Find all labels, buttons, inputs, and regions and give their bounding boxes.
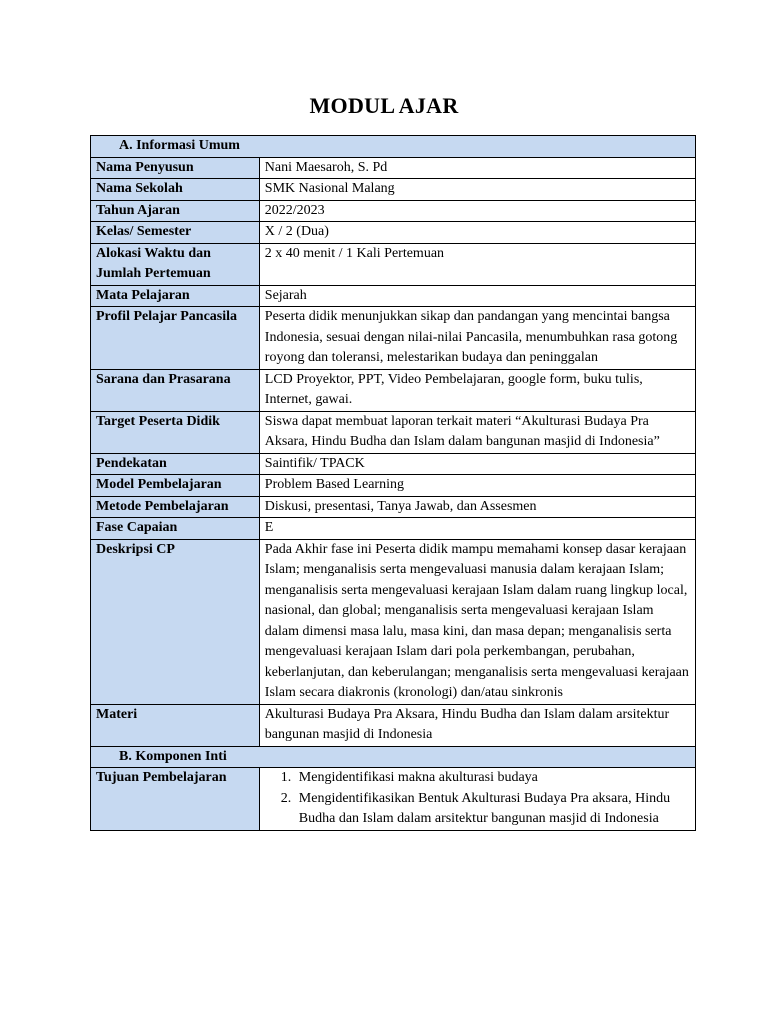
table-row-nama-penyusun: [91, 157, 696, 179]
table-row-tujuan-pembelajaran: [91, 768, 696, 831]
section-header-informasi-umum: [91, 136, 696, 158]
row-label: Model Pembelajaran: [91, 475, 260, 497]
section-a-label: A. Informasi Umum: [91, 136, 696, 158]
document-title: MODUL AJAR: [309, 93, 459, 118]
section-b-label: B. Komponen Inti: [91, 746, 696, 768]
table-row-target-peserta-didik: [91, 411, 696, 453]
row-label: Metode Pembelajaran: [91, 496, 260, 518]
row-value: Nani Maesaroh, S. Pd: [259, 157, 695, 179]
table-row-kelas-semester: [91, 222, 696, 244]
row-label: Tahun Ajaran: [91, 200, 260, 222]
row-value: 2022/2023: [259, 200, 695, 222]
row-value: Problem Based Learning: [259, 475, 695, 497]
row-value: [259, 768, 695, 831]
row-label: Fase Capaian: [91, 518, 260, 540]
table-row-materi: [91, 704, 696, 746]
modul-table: [90, 135, 696, 831]
row-label: Nama Sekolah: [91, 179, 260, 201]
row-value: Diskusi, presentasi, Tanya Jawab, dan Assesmen: [259, 496, 695, 518]
row-label: Sarana dan Prasarana: [91, 369, 260, 411]
row-value: Sejarah: [259, 285, 695, 307]
list-item: 2. Mengidentifikasikan Bentuk Akulturasi Budaya Pra aksara, Hindu Budha dan Islam dalam arsitektur bangunan masjid di Indonesia: [295, 789, 690, 830]
table-row-model-pembelajaran: [91, 475, 696, 497]
table-row-sarana-prasarana: [91, 369, 696, 411]
row-label: Target Peserta Didik: [91, 411, 260, 453]
row-value: Saintifik/ TPACK: [259, 453, 695, 475]
row-label: Pendekatan: [91, 453, 260, 475]
row-value: LCD Proyektor, PPT, Video Pembelajaran, google form, buku tulis, Internet, gawai.: [259, 369, 695, 411]
row-value: E: [259, 518, 695, 540]
row-value: Siswa dapat membuat laporan terkait materi “Akulturasi Budaya Pra Aksara, Hindu Budha dan Islam dalam bangunan masjid di Indonesia”: [259, 411, 695, 453]
table-row-mata-pelajaran: [91, 285, 696, 307]
row-value: Peserta didik menunjukkan sikap dan pandangan yang mencintai bangsa Indonesia, sesuai dengan nilai-nilai Pancasila, menumbuhkan rasa gotong royong dan toleransi, melestarikan budaya dan peninggalan: [259, 307, 695, 370]
row-value: X / 2 (Dua): [259, 222, 695, 244]
table-row-pendekatan: [91, 453, 696, 475]
row-value: SMK Nasional Malang: [259, 179, 695, 201]
row-label: Alokasi Waktu dan Jumlah Pertemuan: [91, 243, 260, 285]
row-label: Nama Penyusun: [91, 157, 260, 179]
table-row-deskripsi-cp: [91, 539, 696, 704]
row-label: Kelas/ Semester: [91, 222, 260, 244]
tujuan-list: [265, 768, 690, 830]
row-label: Profil Pelajar Pancasila: [91, 307, 260, 370]
row-value: 2 x 40 menit / 1 Kali Pertemuan: [259, 243, 695, 285]
table-row-alokasi-waktu: [91, 243, 696, 285]
row-label: Materi: [91, 704, 260, 746]
table-row-nama-sekolah: [91, 179, 696, 201]
table-row-fase-capaian: [91, 518, 696, 540]
table-row-metode-pembelajaran: [91, 496, 696, 518]
row-label: Deskripsi CP: [91, 539, 260, 704]
list-item: 1. Mengidentifikasi makna akulturasi budaya: [295, 768, 690, 789]
row-value: Akulturasi Budaya Pra Aksara, Hindu Budha dan Islam dalam arsitektur bangunan masjid di Indonesia: [259, 704, 695, 746]
row-value: Pada Akhir fase ini Peserta didik mampu memahami konsep dasar kerajaan Islam; menganalisis serta mengevaluasi manusia dalam kerajaan Islam; menganalisis serta mengevaluasi kerajaan Islam dalam ruang lingkup local, nasional, dan global; menganalisis serta mengevaluasi kerajaan Islam dalam dimensi masa lalu, masa kini, dan masa depan; menganalisis serta mengevaluasi kerajaan Islam dari pola perkembangan, perubahan, keberlanjutan, dan keberulangan; menganalisis serta mengevaluasi kerajaan Islam secara diakronis (kronologi) dan/atau sinkronis: [259, 539, 695, 704]
row-label: Mata Pelajaran: [91, 285, 260, 307]
table-row-tahun-ajaran: [91, 200, 696, 222]
table-row-profil-pelajar-pancasila: [91, 307, 696, 370]
row-label: Tujuan Pembelajaran: [91, 768, 260, 831]
section-header-komponen-inti: [91, 746, 696, 768]
